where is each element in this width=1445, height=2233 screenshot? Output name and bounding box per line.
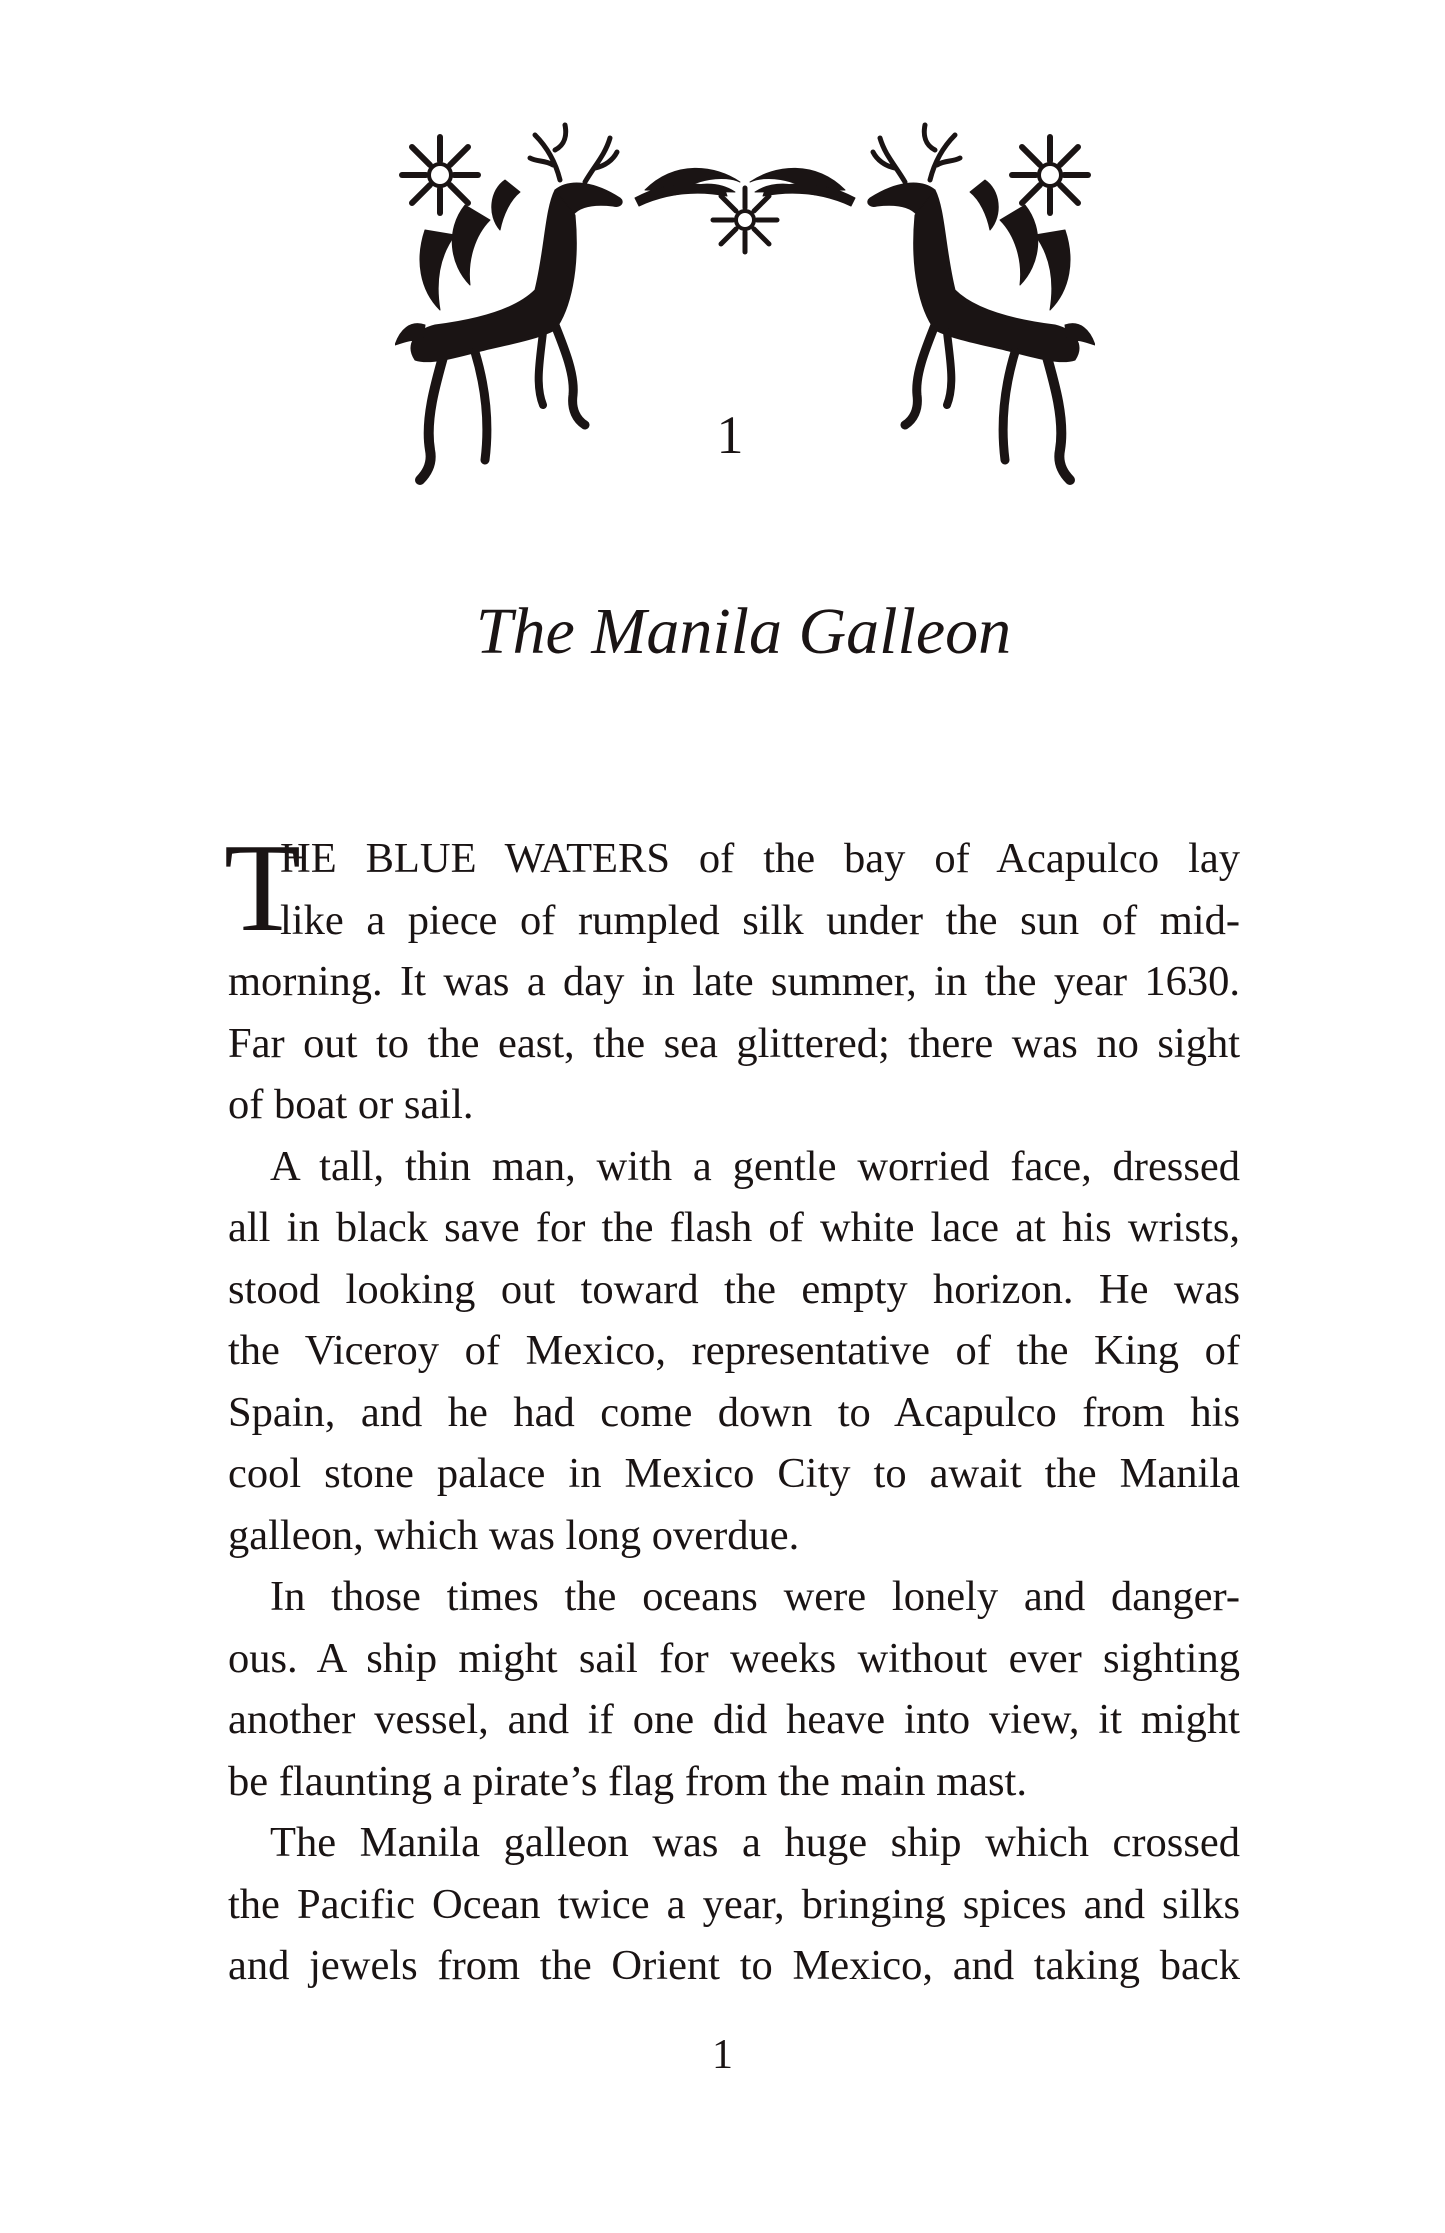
text-line: stood looking out toward the empty horizon. He was — [228, 1265, 1240, 1313]
text-line: galleon, which was long overdue. — [228, 1511, 800, 1559]
text-line: In those times the oceans were lonely and danger- — [270, 1573, 1240, 1620]
text-line: the Pacific Ocean twice a year, bringing spices and silks — [228, 1880, 1240, 1928]
text-line: morning. It was a day in late summer, in the year 1630. — [228, 958, 1240, 1005]
text-line: be flaunting a pirate’s flag from the main mast. — [228, 1757, 1027, 1805]
chapter-number: 1 — [716, 405, 744, 465]
chapter-body — [224, 819, 1240, 1997]
text-line: Far out to the east, the sea glittered; there was no sight — [228, 1019, 1240, 1067]
text-line: A tall, thin man, with a gentle worried face, dressed — [270, 1142, 1240, 1190]
text-line: all in black save for the flash of white lace at his wrists, — [228, 1204, 1240, 1251]
paragraph-2 — [228, 1136, 1240, 1567]
text-line: Spain, and he had come down to Acapulco from his — [228, 1388, 1240, 1436]
text-line: T HE BLUE WATERS of the bay of Acapulco lay — [224, 819, 1240, 958]
drop-cap: T — [224, 819, 301, 958]
text-line: cool stone palace in Mexico City to await the Manila — [228, 1450, 1240, 1497]
page-number: 1 — [712, 2032, 733, 2078]
text-line: ous. A ship might sail for weeks without ever sighting — [228, 1634, 1240, 1682]
text-line: The Manila galleon was a huge ship which crossed — [270, 1819, 1240, 1866]
text-line: and jewels from the Orient to Mexico, and taking back — [228, 1942, 1240, 1989]
text-line: of boat or sail. — [228, 1081, 474, 1128]
paragraph-1 — [224, 819, 1240, 1136]
text-line: another vessel, and if one did heave into view, it might — [228, 1696, 1240, 1743]
chapter-title: The Manila Galleon — [475, 595, 1012, 668]
paragraph-4 — [228, 1812, 1240, 1997]
text-line: the Viceroy of Mexico, representative of the King of — [228, 1327, 1240, 1374]
text-line: like a piece of rumpled silk under the sun of mid- — [280, 896, 1240, 944]
paragraph-3 — [228, 1566, 1240, 1812]
